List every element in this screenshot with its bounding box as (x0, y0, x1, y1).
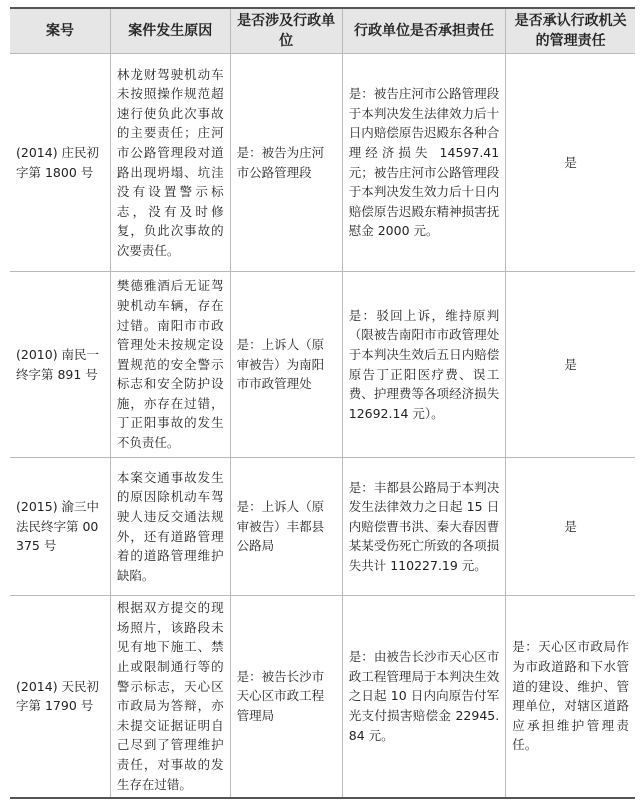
header-cause: 案件发生原因 (110, 8, 230, 54)
header-acknowledged: 是否承认行政机关的管理责任 (506, 8, 635, 54)
liability-cell: 是：被告庄河市公路管理段于本判决发生法律效力后十日内赔偿原告迟殿东各种合理经济损失 14597.41 元；被告庄河市公路管理段于本判决发生效力后十日内赔偿原告迟殿东精神损害抚慰金 2000 元。 (342, 54, 505, 272)
table-row (10, 596, 635, 798)
cause-cell: 林龙财驾驶机动车未按照操作规范超速行使负此次事故的主要责任；庄河市公路管理段对道路出现坍塌、坑洼没有设置警示标志，没有及时修复，负此次事故的次要责任。 (110, 54, 230, 272)
case-table (10, 7, 635, 799)
case-number-cell: (2010) 南民一终字第 891 号 (10, 272, 110, 458)
table-row (10, 272, 635, 458)
admin-unit-cell: 是：被告为庄河市公路管理段 (230, 54, 342, 272)
case-number-cell: (2014) 庄民初字第 1800 号 (10, 54, 110, 272)
acknowledged-cell: 是 (506, 54, 635, 272)
liability-cell: 是：丰都县公路局于本判决发生法律效力之日起 15 日内赔偿曹书洪、秦大春因曹某某受伤死亡所致的各项损失共计 110227.19 元。 (342, 458, 505, 596)
liability-cell: 是：由被告长沙市天心区市政工程管理局于本判决生效之日起 10 日内向原告付军光支付损害赔偿金 22945.84 元。 (342, 596, 505, 798)
table-header-row (10, 8, 635, 54)
admin-unit-cell: 是：上诉人（原审被告）丰都县公路局 (230, 458, 342, 596)
admin-unit-cell: 是：上诉人（原审被告）为南阳市市政管理处 (230, 272, 342, 458)
acknowledged-cell: 是 (506, 458, 635, 596)
acknowledged-cell: 是：天心区市政局作为市政道路和下水管道的建设、维护、管理单位，对辖区道路应承担维护管理责任。 (506, 596, 635, 798)
header-case-no: 案号 (10, 8, 110, 54)
liability-cell: 是：驳回上诉，维持原判（限被告南阳市市政管理处于本判决生效后五日内赔偿原告丁正阳医疗费、误工费、护理费等各项经济损失 12692.14 元）。 (342, 272, 505, 458)
table-row (10, 54, 635, 272)
cause-cell: 根据双方提交的现场照片，该路段未见有地下施工、禁止或限制通行等的警示标志，天心区市政局为答辩，亦未提交证据证明自己尽到了管理维护责任，对事故的发生存在过错。 (110, 596, 230, 798)
acknowledged-cell: 是 (506, 272, 635, 458)
admin-unit-cell: 是：被告长沙市天心区市政工程管理局 (230, 596, 342, 798)
cause-cell: 本案交通事故发生的原因除机动车驾驶人违反交通法规外，还有道路管理着的道路管理维护缺陷。 (110, 458, 230, 596)
case-number-cell: (2014) 天民初字第 1790 号 (10, 596, 110, 798)
header-liability: 行政单位是否承担责任 (342, 8, 505, 54)
case-number-cell: (2015) 渝三中法民终字第 00375 号 (10, 458, 110, 596)
cause-cell: 樊德雅酒后无证驾驶机动车辆，存在过错。南阳市市政管理处未按规定设置规范的安全警示标志和安全防护设施，亦存在过错，丁正阳事故的发生不负责任。 (110, 272, 230, 458)
table-row (10, 458, 635, 596)
header-admin-unit: 是否涉及行政单位 (230, 8, 342, 54)
